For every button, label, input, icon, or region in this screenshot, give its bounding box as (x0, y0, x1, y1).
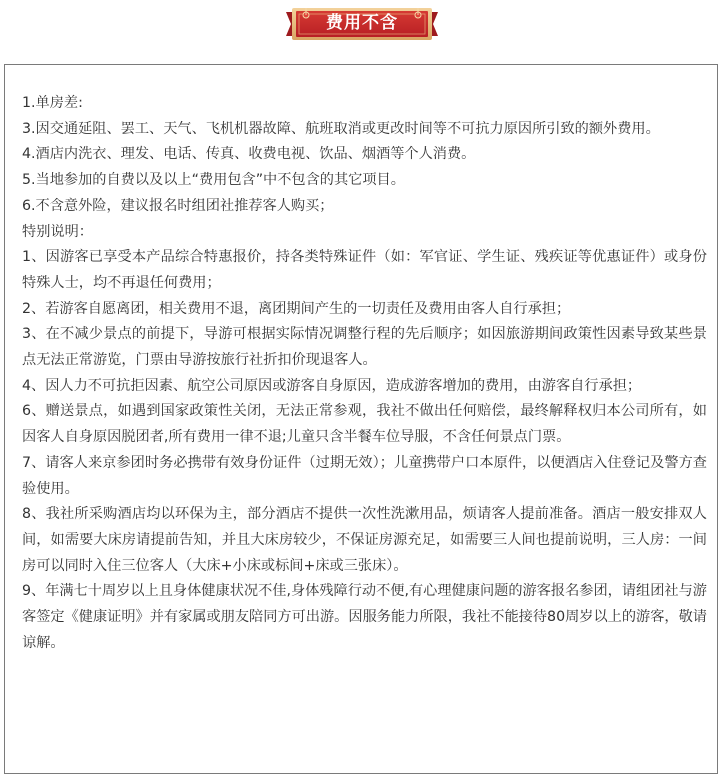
text-line: 3、在不减少景点的前提下，导游可根据实际情况调整行程的先后顺序；如因旅游期间政策性因素导致某些景点无法正常游览，门票由导游按旅行社折扣价现退客人。 (22, 326, 707, 369)
text-line: 6、赠送景点，如遇到国家政策性关闭，无法正常参观，我社不做出任何赔偿，最终解释权归本公司所有，如因客人自身原因脱团者,所有费用一律不退;儿童只含半餐车位导服，不含任何景点门票。 (22, 403, 707, 446)
fee-exclusions-box (4, 64, 718, 774)
section-title: 费用不含 (326, 13, 398, 33)
text-line: 6.不含意外险，建议报名时组团社推荐客人购买； (22, 197, 334, 214)
text-line: 4、因人力不可抗拒因素、航空公司原因或游客自身原因，造成游客增加的费用，由游客自行承担； (22, 377, 642, 394)
text-line: 3.因交通延阻、罢工、天气、飞机机器故障、航班取消或更改时间等不可抗力原因所引致的额外费用。 (22, 120, 660, 137)
text-line: 4.酒店内洗衣、理发、电话、传真、收费电视、饮品、烟酒等个人消费。 (22, 146, 476, 163)
header-banner-area (0, 0, 725, 44)
text-line: 5.当地参加的自费以及以上“费用包含”中不包含的其它项目。 (22, 172, 405, 189)
text-line: 2、若游客自愿离团，相关费用不退，离团期间产生的一切责任及费用由客人自行承担； (22, 300, 571, 317)
text-line: 7、请客人来京参团时务必携带有效身份证件（过期无效）；儿童携带户口本原件，以便酒店入住登记及警方查验使用。 (22, 454, 707, 497)
text-line: 特别说明： (22, 223, 93, 240)
text-line: 8、我社所采购酒店均以环保为主，部分酒店不提供一次性洗漱用品，烦请客人提前准备。酒店一般安排双人间，如需要大床房请提前告知，并且大床房较少，不保证房源充足，如需要三人间也提前说明，三人房：一间房可以同时入住三位客人（大床+小床或标间+床或三张床）。 (22, 506, 707, 574)
text-line: 9、年满七十周岁以上且身体健康状况不佳,身体残障行动不便,有心理健康问题的游客报名参团，请组团社与游客签定《健康证明》并有家属或朋友陪同方可出游。因服务能力所限，我社不能接待80周岁以上的游客，敬请谅解。 (22, 583, 707, 651)
text-line: 1.单房差: (22, 95, 83, 111)
text-line: 1、因游客已享受本产品综合特惠报价，持各类特殊证件（如：军官证、学生证、残疾证等优惠证件）或身份特殊人士，均不再退任何费用； (22, 249, 707, 291)
section-banner (286, 6, 438, 42)
